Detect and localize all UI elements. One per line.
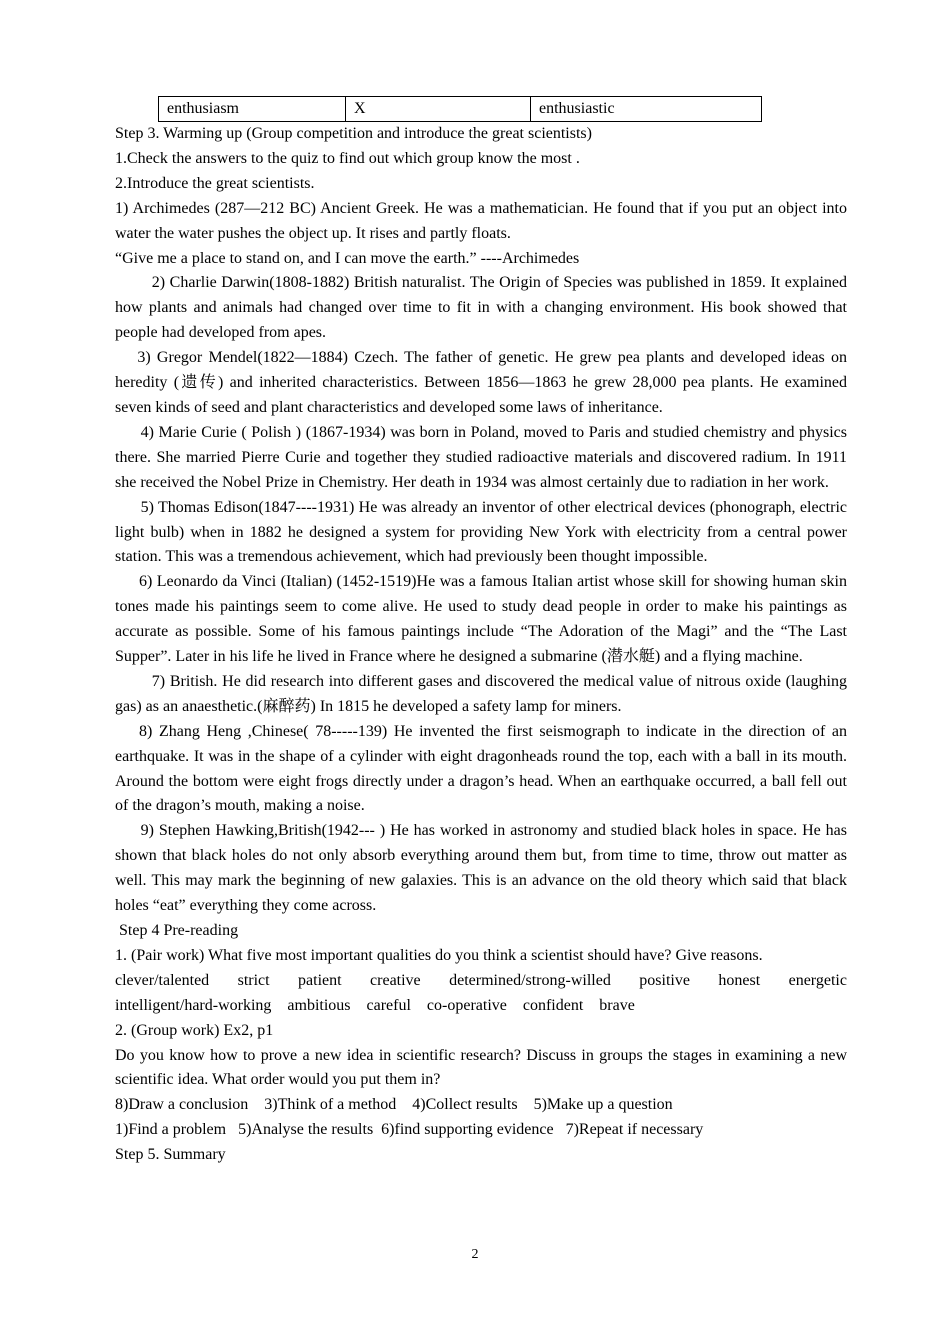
scientist-davinci: 6) Leonardo da Vinci (Italian) (1452-1519)He was a famous Italian artist whose skill for showing human skin tones made his paintings seem to come alive. He used to study dead people in order to make his paintings as accurate as possible. Some of his famous paintings include “The Adoration of the Magi” and the “The Last Supper”. Later in his life he lived in France where he designed a submarine (潜水艇) and a flying machine. bbox=[115, 573, 847, 666]
stage-item: 1)Find a problem bbox=[115, 1121, 227, 1139]
step4-question1: 1. (Pair work) What five most important qualities do you think a scientist should have? Give reasons. bbox=[115, 946, 763, 964]
scientist-edison: 5) Thomas Edison(1847----1931) He was already an inventor of other electrical devices (phonograph, electric light bulb) when in 1882 he designed a system for providing New York with electricity from a central power station. This was a tremendous achievement, which had previously been thought impossible. bbox=[115, 498, 847, 566]
stage-item: 4)Collect results bbox=[412, 1096, 518, 1114]
qualities-line1 bbox=[115, 969, 847, 994]
stage-item: 5)Analyse the results bbox=[238, 1121, 374, 1139]
quality-word: brave bbox=[599, 996, 635, 1014]
quality-word: energetic bbox=[788, 971, 847, 989]
word-forms-table bbox=[158, 96, 762, 122]
stage-item: 5)Make up a question bbox=[533, 1096, 673, 1114]
step4-heading: Step 4 Pre-reading bbox=[119, 922, 239, 939]
archimedes-quote: “Give me a place to stand on, and I can move the earth.” ----Archimedes bbox=[115, 249, 580, 267]
quality-word: clever/talented bbox=[115, 971, 210, 989]
stage-item: 8)Draw a conclusion bbox=[115, 1096, 249, 1114]
stages-line1 bbox=[115, 1093, 847, 1118]
step3-item1: 1.Check the answers to the quiz to find out which group know the most . bbox=[115, 149, 580, 167]
scientist-darwin: 2) Charlie Darwin(1808-1882) British naturalist. The Origin of Species was published in 1859. It explained how plants and animals had changed over time to fit in with a changing environment. His book showed that people had developed from apes. bbox=[115, 274, 847, 342]
table-row bbox=[159, 97, 762, 122]
step4-question2-text: Do you know how to prove a new idea in scientific research? Discuss in groups the stages in examining a new scientific idea. What order would you put them in? bbox=[115, 1046, 847, 1089]
scientist-curie: 4) Marie Curie ( Polish ) (1867-1934) was born in Poland, moved to Paris and studied chemistry and physics there. She married Pierre Curie and together they studied radioactive materials and discovered radium. In 1911 she received the Nobel Prize in Chemistry. Her death in 1934 was almost certainly due to radiation in her work. bbox=[115, 423, 847, 491]
scientist-hawking: 9) Stephen Hawking,British(1942--- ) He has worked in astronomy and studied black holes in space. He has shown that black holes do not only absorb everything around them but, from time to time, throw out matter as well. This may mark the beginning of new galaxies. This is an advance on the old theory which said that black holes “eat” everything they come across. bbox=[115, 822, 847, 915]
quality-word: intelligent/hard-working bbox=[115, 996, 272, 1014]
quality-word: ambitious bbox=[287, 996, 351, 1014]
step3-heading: Step 3. Warming up (Group competition and introduce the great scientists) bbox=[115, 125, 592, 142]
scientist-mendel: 3) Gregor Mendel(1822—1884) Czech. The father of genetic. He grew pea plants and developed ideas on heredity (遗传) and inherited characteristics. Between 1856—1863 he grew 28,000 pea plants. He examined seven kinds of seed and plant characteristics and developed some laws of inheritance. bbox=[115, 349, 847, 416]
stages-line2 bbox=[115, 1118, 847, 1143]
scientist-british: 7) British. He did research into different gases and discovered the medical value of nitrous oxide (laughing gas) as an anaesthetic.(麻醉药) In 1815 he developed a safety lamp for miners. bbox=[115, 672, 847, 715]
stage-item: 7)Repeat if necessary bbox=[565, 1121, 704, 1139]
quality-word: strict bbox=[237, 971, 270, 989]
document-page bbox=[115, 96, 847, 1168]
table-cell: X bbox=[346, 97, 531, 122]
scientist-archimedes: 1) Archimedes (287—212 BC) Ancient Greek. He was a mathematician. He found that if you put an object into water the water pushes the object up. It rises and partly floats. bbox=[115, 199, 847, 242]
step3-item2: 2.Introduce the great scientists. bbox=[115, 174, 315, 192]
quality-word: co-operative bbox=[426, 996, 507, 1014]
page-number: 2 bbox=[471, 1247, 479, 1262]
table-cell: enthusiasm bbox=[159, 97, 346, 122]
table-cell: enthusiastic bbox=[531, 97, 762, 122]
step4-question2: 2. (Group work) Ex2, p1 bbox=[115, 1021, 274, 1039]
scientist-zhangheng: 8) Zhang Heng ,Chinese( 78-----139) He invented the first seismograph to indicate in the direction of an earthquake. It was in the shape of a cylinder with eight dragonheads round the top, each with a ball in its mouth. Around the bottom were eight frogs directly under a dragon’s head. When an earthquake occurred, a ball fell out of the dragon’s mouth, making a noise. bbox=[115, 722, 847, 815]
quality-word: confident bbox=[522, 996, 584, 1014]
quality-word: creative bbox=[370, 971, 421, 989]
quality-word: patient bbox=[298, 971, 342, 989]
stage-item: 6)find supporting evidence bbox=[381, 1121, 554, 1139]
stage-item: 3)Think of a method bbox=[264, 1096, 397, 1114]
quality-word: honest bbox=[718, 971, 761, 989]
step5-heading: Step 5. Summary bbox=[115, 1146, 226, 1164]
quality-word: careful bbox=[366, 996, 411, 1014]
quality-word: positive bbox=[639, 971, 690, 989]
qualities-line2 bbox=[115, 994, 847, 1019]
quality-word: determined/strong-willed bbox=[449, 971, 611, 989]
